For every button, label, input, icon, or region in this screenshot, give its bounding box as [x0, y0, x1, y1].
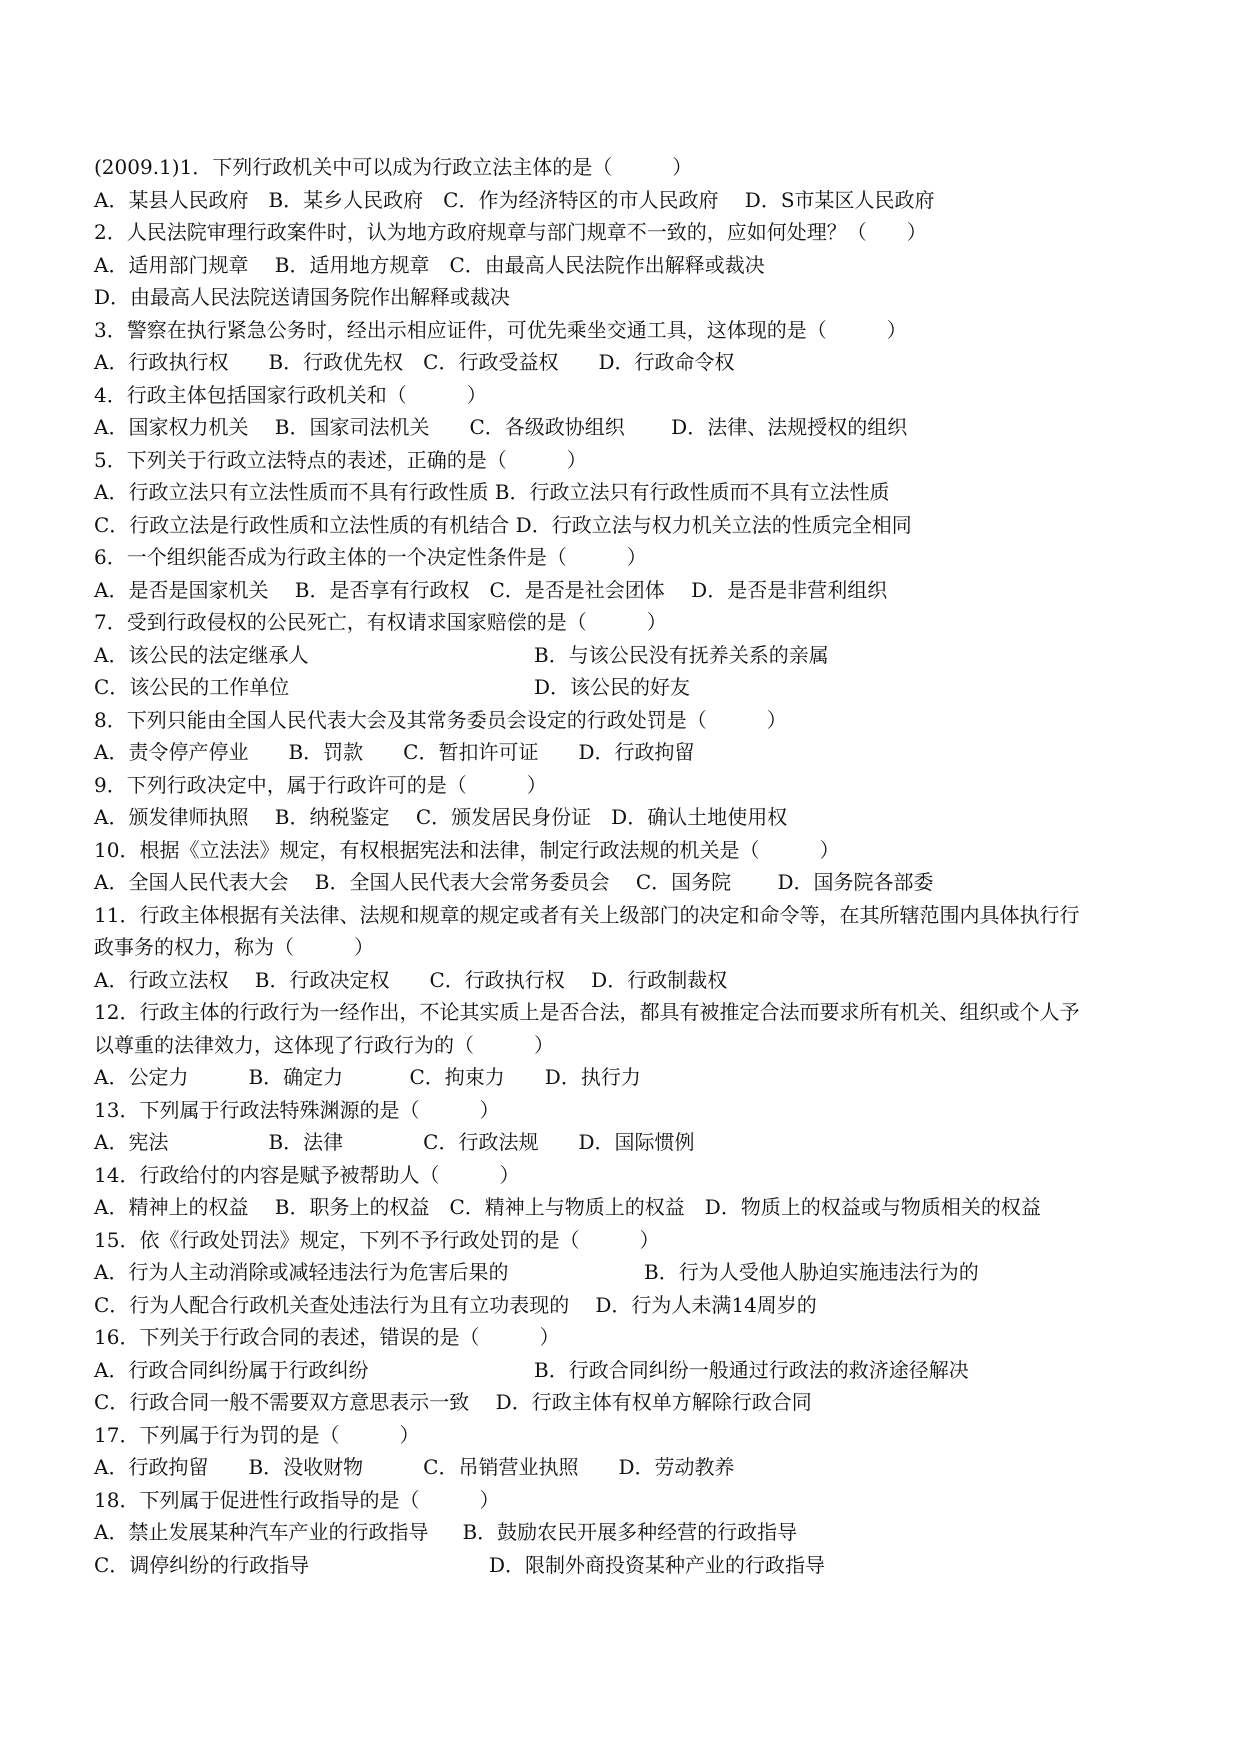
question-4: 4．行政主体包括国家行政机关和（ ）: [94, 382, 487, 407]
question-2: 2．人民法院审理行政案件时，认为地方政府规章与部门规章不一致的，应如何处理？（ ）: [94, 220, 927, 244]
question-11-line-2: 政事务的权力，称为（ ）: [94, 935, 374, 959]
question-15-options-cd: [94, 1289, 1174, 1322]
question-6-options: A．是否是国家机关 B．是否享有行政权 C．是否是社会团体 D．是否是非营利组织: [94, 577, 888, 602]
question-2-options-abc: A．适用部门规章 B．适用地方规章 C．由最高人民法院作出解释或裁决: [94, 252, 765, 277]
question-18-options-cd: [94, 1549, 1174, 1582]
question-8: 8．下列只能由全国人民代表大会及其常务委员会设定的行政处罚是（ ）: [94, 707, 787, 732]
question-10: 10．根据《立法法》规定，有权根据宪法和法律，制定行政法规的机关是（ ）: [94, 837, 840, 862]
question-13-options: A．宪法 B．法律 C．行政法规 D．国际惯例: [94, 1130, 695, 1154]
question-12-line-2: 以尊重的法律效力，这体现了行政行为的（ ）: [94, 1032, 554, 1057]
question-18: 18．下列属于促进性行政指导的是（ ）: [94, 1487, 500, 1512]
question-11-line-1: 11．行政主体根据有关法律、法规和规章的规定或者有关上级部门的决定和命令等，在其所辖范围内具体执行行: [94, 902, 1080, 927]
question-16: 16．下列关于行政合同的表述，错误的是（ ）: [94, 1325, 560, 1349]
question-2-option-d: D．由最高人民法院送请国务院作出解释或裁决: [94, 285, 511, 309]
question-17-options: A．行政拘留 B．没收财物 C．吊销营业执照 D．劳动教养: [94, 1455, 735, 1479]
question-18-option-d: D．限制外商投资某种产业的行政指导: [489, 1552, 826, 1577]
question-15-option-b: B．行为人受他人胁迫实施违法行为的: [644, 1260, 979, 1284]
question-5-options-cd: C．行政立法是行政性质和立法性质的有机结合 D．行政立法与权力机关立法的性质完全相同: [94, 512, 912, 537]
question-12-line-1: 12．行政主体的行政行为一经作出，不论其实质上是否合法，都具有被推定合法而要求所有机关、组织或个人予: [94, 1000, 1080, 1024]
question-14: 14．行政给付的内容是赋予被帮助人（ ）: [94, 1162, 520, 1187]
question-7-options-ab: [94, 639, 1174, 672]
question-7-option-a: A．该公民的法定继承人: [94, 642, 309, 667]
question-11-options: A．行政立法权 B．行政决定权 C．行政执行权 D．行政制裁权: [94, 967, 728, 992]
question-15-options-ab: [94, 1256, 1174, 1289]
question-13: 13．下列属于行政法特殊渊源的是（ ）: [94, 1097, 500, 1122]
question-6: 6．一个组织能否成为行政主体的一个决定性条件是（ ）: [94, 545, 647, 569]
question-9-options: A．颁发律师执照 B．纳税鉴定 C．颁发居民身份证 D．确认土地使用权: [94, 805, 788, 829]
question-16-option-b: B．行政合同纠纷一般通过行政法的救济途径解决: [534, 1357, 969, 1382]
question-18-options-ab: [94, 1516, 1174, 1549]
question-18-option-a: A．禁止发展某种汽车产业的行政指导: [94, 1520, 429, 1544]
question-15-option-a: A．行为人主动消除或减轻违法行为危害后果的: [94, 1260, 509, 1284]
question-8-options: A．责令停产停业 B．罚款 C．暂扣许可证 D．行政拘留: [94, 740, 695, 764]
question-16-options-ab: [94, 1354, 1174, 1387]
question-15-option-c: C．行为人配合行政机关查处违法行为且有立功表现的: [94, 1292, 570, 1317]
question-5: 5．下列关于行政立法特点的表述，正确的是（ ）: [94, 447, 587, 472]
question-4-options: A．国家权力机关 B．国家司法机关 C．各级政协组织 D．法律、法规授权的组织: [94, 415, 908, 439]
question-5-options-ab: A．行政立法只有立法性质而不具有行政性质 B．行政立法只有行政性质而不具有立法性质: [94, 480, 890, 504]
question-18-option-c: C．调停纠纷的行政指导: [94, 1552, 310, 1577]
question-18-option-b: B．鼓励农民开展多种经营的行政指导: [462, 1520, 798, 1544]
question-10-options: A．全国人民代表大会 B．全国人民代表大会常务委员会 C．国务院 D．国务院各部委: [94, 870, 934, 894]
question-17: 17．下列属于行为罚的是（ ）: [94, 1422, 420, 1447]
question-7: 7．受到行政侵权的公民死亡，有权请求国家赔偿的是（ ）: [94, 610, 667, 634]
question-16-option-a: A．行政合同纠纷属于行政纠纷: [94, 1357, 369, 1382]
question-12-options: A．公定力 B．确定力 C．拘束力 D．执行力: [94, 1065, 641, 1089]
question-3-options: A．行政执行权 B．行政优先权 C．行政受益权 D．行政命令权: [94, 350, 735, 374]
question-15-option-d: D．行为人未满14周岁的: [595, 1292, 817, 1317]
question-7-option-b: B．与该公民没有抚养关系的亲属: [534, 642, 829, 667]
question-9: 9．下列行政决定中，属于行政许可的是（ ）: [94, 772, 547, 797]
question-7-options-cd: [94, 671, 1174, 704]
question-7-option-c: C．该公民的工作单位: [94, 675, 290, 699]
question-15: 15．依《行政处罚法》规定，下列不予行政处罚的是（ ）: [94, 1227, 660, 1252]
question-1: (2009.1)1．下列行政机关中可以成为行政立法主体的是（ ）: [94, 155, 693, 179]
question-1-options: A．某县人民政府 B．某乡人民政府 C．作为经济特区的市人民政府 D．S市某区人民政府: [94, 187, 935, 212]
question-14-options: A．精神上的权益 B．职务上的权益 C．精神上与物质上的权益 D．物质上的权益或与物质相关的权益: [94, 1195, 1041, 1219]
question-3: 3．警察在执行紧急公务时，经出示相应证件，可优先乘坐交通工具，这体现的是（ ）: [94, 317, 907, 342]
exam-document: [94, 151, 1174, 1581]
question-16-options-cd: C．行政合同一般不需要双方意思表示一致 D．行政主体有权单方解除行政合同: [94, 1390, 812, 1414]
question-7-option-d: D．该公民的好友: [534, 675, 691, 699]
